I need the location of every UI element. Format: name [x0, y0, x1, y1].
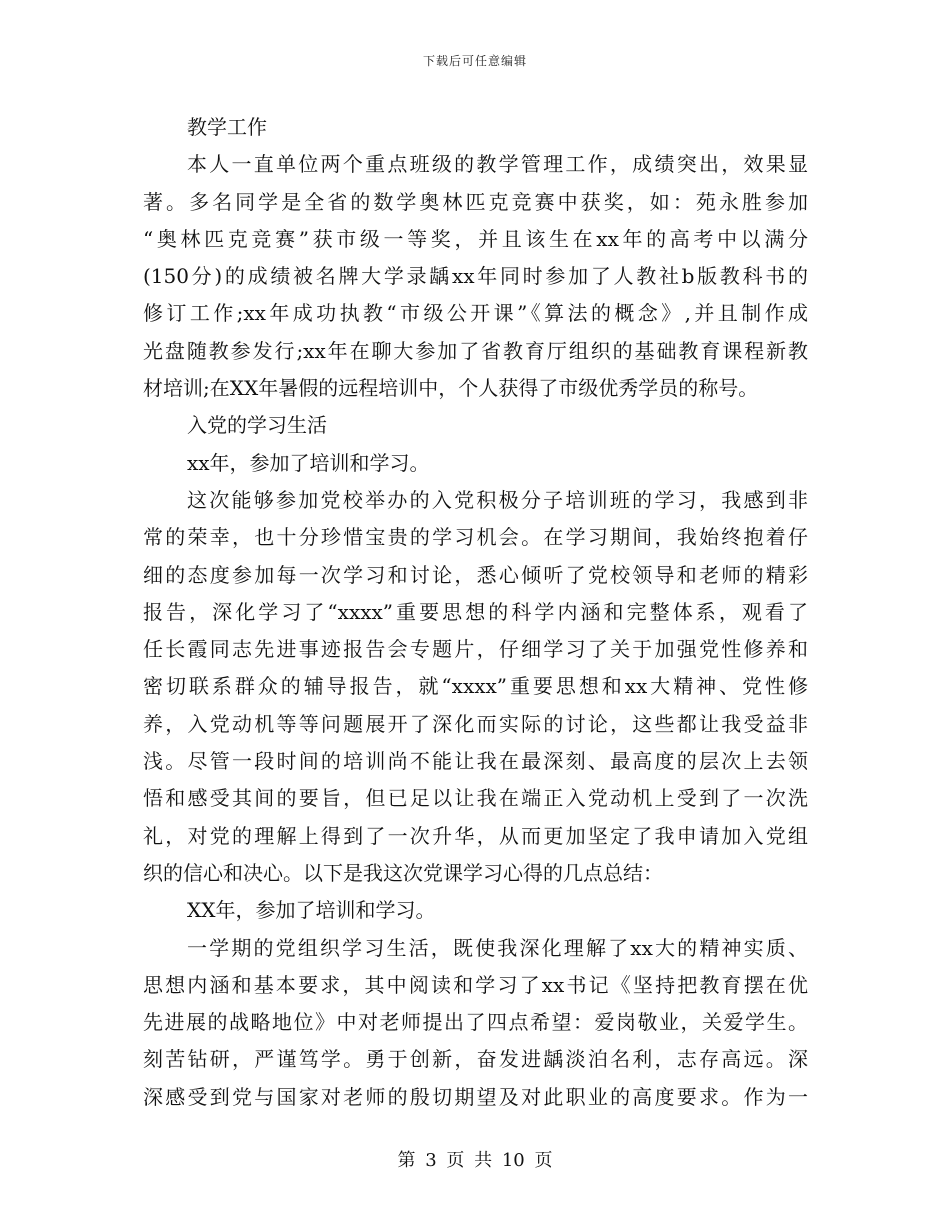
text-line: 本人一直单位两个重点班级的教学管理工作，成绩突出，效果显 — [187, 152, 808, 177]
text-line: 浅。尽管一段时间的培训尚不能让我在最深刻、最高度的层次上去领 — [143, 749, 808, 774]
text-line: 悟和感受其间的要旨，但已足以让我在端正入党动机上受到了一次洗 — [143, 786, 808, 811]
text-line: 常的荣幸，也十分珍惜宝贵的学习机会。在学习期间，我始终抱着仔 — [143, 525, 808, 550]
text-line: 刻苦钻研，严谨笃学。勇于创新，奋发进龋淡泊名利，志存高远。深 — [143, 1047, 808, 1072]
text-line: 细的态度参加每一次学习和讨论，悉心倾听了党校领导和老师的精彩 — [143, 562, 808, 587]
text-line: (150分)的成绩被名牌大学录龋xx年同时参加了人教社b版教科书的 — [143, 264, 808, 289]
document-body — [143, 109, 808, 1116]
text-line: XX年，参加了培训和学习。 — [187, 898, 436, 923]
page-header: 下载后可任意编辑 — [422, 54, 527, 68]
text-line: 养，入党动机等等问题展开了深化而实际的讨论，这些都让我受益非 — [143, 711, 808, 736]
section-heading: 教学工作 — [187, 115, 267, 139]
text-line: 材培训;在XX年暑假的远程培训中，个人获得了市级优秀学员的称号。 — [143, 376, 759, 401]
page-footer: 第 3 页 共 10 页 — [397, 1150, 553, 1171]
text-line: 先进展的战略地位》中对老师提出了四点希望：爱岗敬业，关爱学生。 — [143, 1010, 808, 1035]
text-line: 礼，对党的理解上得到了一次升华，从而更加坚定了我申请加入党组 — [143, 823, 808, 848]
text-line: “奥林匹克竞赛”获市级一等奖，并且该生在xx年的高考中以满分 — [143, 226, 808, 251]
text-line: 任长霞同志先进事迹报告会专题片，仔细学习了关于加强党性修养和 — [143, 637, 808, 662]
text-line: 一学期的党组织学习生活，既使我深化理解了xx大的精神实质、 — [187, 935, 808, 960]
text-line: 光盘随教参发行;xx年在聊大参加了省教育厅组织的基础教育课程新教 — [143, 338, 808, 363]
text-line: 这次能够参加党校举办的入党积极分子培训班的学习，我感到非 — [187, 487, 808, 512]
section-heading: 入党的学习生活 — [187, 413, 327, 438]
text-line: 思想内涵和基本要求，其中阅读和学习了xx书记《坚持把教育摆在优 — [143, 972, 808, 997]
text-line: 著。多名同学是全省的数学奥林匹克竞赛中获奖，如：苑永胜参加 — [143, 189, 808, 214]
text-line: 织的信心和决心。以下是我这次党课学习心得的几点总结： — [143, 860, 663, 885]
text-line: 修订工作;xx年成功执教“市级公开课”《算法的概念》,并且制作成 — [143, 301, 808, 326]
text-line: 密切联系群众的辅导报告，就“xxxx”重要思想和xx大精神、党性修 — [143, 674, 808, 699]
text-line: xx年，参加了培训和学习。 — [187, 450, 430, 475]
text-line: 报告，深化学习了“xxxx”重要思想的科学内涵和完整体系，观看了 — [143, 599, 808, 624]
text-line: 深感受到党与国家对老师的殷切期望及对此职业的高度要求。作为一 — [143, 1084, 808, 1109]
